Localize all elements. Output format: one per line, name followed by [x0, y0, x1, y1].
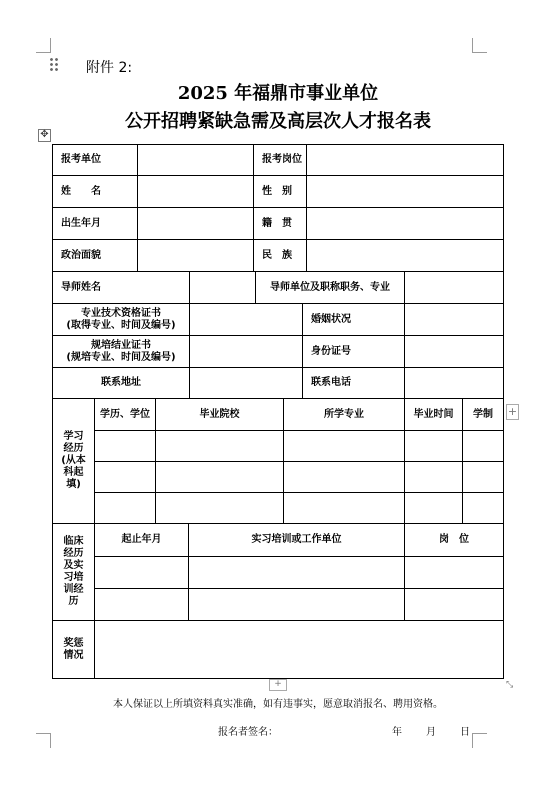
native-place-label: 籍 贯: [254, 208, 307, 240]
study-row-1-major[interactable]: [284, 431, 405, 462]
training-cert-label: [53, 336, 190, 368]
awards-label: 奖惩情况: [53, 621, 95, 678]
gender-field[interactable]: [307, 176, 503, 208]
date-day-label: 日: [460, 727, 470, 738]
clinical-row-2-period[interactable]: [95, 589, 189, 621]
add-column-plus-icon[interactable]: +: [507, 405, 518, 418]
qualification-cert-field[interactable]: [190, 304, 303, 336]
apply-unit-field[interactable]: [138, 145, 254, 176]
clinical-row-1-unit[interactable]: [189, 557, 405, 589]
study-header-major: 所学专业: [284, 399, 405, 431]
clinical-header-unit: 实习培训或工作单位: [189, 524, 405, 557]
date-year-label: 年: [392, 727, 402, 738]
political-status-label: 政治面貌: [53, 240, 138, 272]
clinical-header-period: 起止年月: [95, 524, 189, 557]
apply-post-label: 报考岗位: [254, 145, 307, 176]
address-label: 联系地址: [53, 368, 190, 399]
birth-field[interactable]: [138, 208, 254, 240]
name-label: 姓 名: [53, 176, 138, 208]
study-row-2-school[interactable]: [156, 462, 284, 493]
registration-form-table: [52, 144, 504, 679]
clinical-header-post: 岗 位: [405, 524, 503, 557]
study-history-label: 学习经历(从本科起填): [53, 399, 95, 524]
page-corner-mark-bottom-right: [472, 733, 487, 748]
page-corner-mark-top-right: [472, 38, 487, 53]
drag-handle-icon[interactable]: [49, 57, 59, 71]
table-move-icon[interactable]: ✥: [38, 129, 51, 142]
birth-label: 出生年月: [53, 208, 138, 240]
apply-post-field[interactable]: [307, 145, 503, 176]
phone-field[interactable]: [405, 368, 503, 399]
date-month-label: 月: [426, 727, 436, 738]
clinical-history-label: 临床经历及实习培训经历: [53, 524, 95, 621]
study-row-2-degree[interactable]: [95, 462, 156, 493]
study-row-2-major[interactable]: [284, 462, 405, 493]
mentor-name-label: 导师姓名: [53, 272, 190, 304]
phone-label: 联系电话: [303, 368, 405, 399]
study-row-3-degree[interactable]: [95, 493, 156, 524]
study-row-1-grad-time[interactable]: [405, 431, 463, 462]
signature-label: 报名者签名：: [218, 727, 278, 738]
mentor-unit-label: 导师单位及职称职务、专业: [256, 272, 405, 304]
study-row-1-degree[interactable]: [95, 431, 156, 462]
qualification-cert-label: [53, 304, 190, 336]
marital-status-label: 婚姻状况: [303, 304, 405, 336]
clinical-row-1-post[interactable]: [405, 557, 503, 589]
add-row-plus-icon[interactable]: +: [269, 679, 287, 691]
ethnicity-label: 民 族: [254, 240, 307, 272]
study-row-1-duration[interactable]: [463, 431, 503, 462]
attachment-label: 附件 2:: [86, 60, 133, 76]
study-row-3-grad-time[interactable]: [405, 493, 463, 524]
clinical-row-2-unit[interactable]: [189, 589, 405, 621]
mentor-unit-field[interactable]: [405, 272, 503, 304]
qualification-cert-label-line1: 专业技术资格证书: [81, 307, 161, 319]
study-header-grad-time: 毕业时间: [405, 399, 463, 431]
page-corner-mark-top-left: [36, 38, 51, 53]
qualification-cert-label-line2: (取得专业、时间及编号): [66, 319, 176, 331]
pledge-statement: 本人保证以上所填资料真实准确，如有违事实，愿意取消报名、聘用资格。: [113, 699, 443, 710]
study-row-3-duration[interactable]: [463, 493, 503, 524]
training-cert-label-line1: 规培结业证书: [91, 339, 151, 351]
clinical-row-1-period[interactable]: [95, 557, 189, 589]
apply-unit-label: 报考单位: [53, 145, 138, 176]
study-row-3-school[interactable]: [156, 493, 284, 524]
name-field[interactable]: [138, 176, 254, 208]
id-number-label: 身份证号: [303, 336, 405, 368]
study-row-3-major[interactable]: [284, 493, 405, 524]
study-header-school: 毕业院校: [156, 399, 284, 431]
clinical-row-2-post[interactable]: [405, 589, 503, 621]
native-place-field[interactable]: [307, 208, 503, 240]
page-corner-mark-bottom-left: [36, 733, 51, 748]
political-status-field[interactable]: [138, 240, 254, 272]
study-row-2-grad-time[interactable]: [405, 462, 463, 493]
ethnicity-field[interactable]: [307, 240, 503, 272]
gender-label: 性 别: [254, 176, 307, 208]
study-header-duration: 学制: [463, 399, 503, 431]
resize-handle-icon[interactable]: ⤡: [506, 680, 514, 690]
study-header-degree: 学历、学位: [95, 399, 156, 431]
document-title-line1: 2025 年福鼎市事业单位: [177, 83, 379, 104]
training-cert-label-line2: (规培专业、时间及编号): [66, 351, 176, 363]
awards-field[interactable]: [95, 621, 503, 678]
address-field[interactable]: [190, 368, 303, 399]
study-row-1-school[interactable]: [156, 431, 284, 462]
study-row-2-duration[interactable]: [463, 462, 503, 493]
id-number-field[interactable]: [405, 336, 503, 368]
mentor-name-field[interactable]: [190, 272, 256, 304]
training-cert-field[interactable]: [190, 336, 303, 368]
document-title-line2: 公开招聘紧缺急需及高层次人才报名表: [125, 111, 431, 132]
marital-status-field[interactable]: [405, 304, 503, 336]
